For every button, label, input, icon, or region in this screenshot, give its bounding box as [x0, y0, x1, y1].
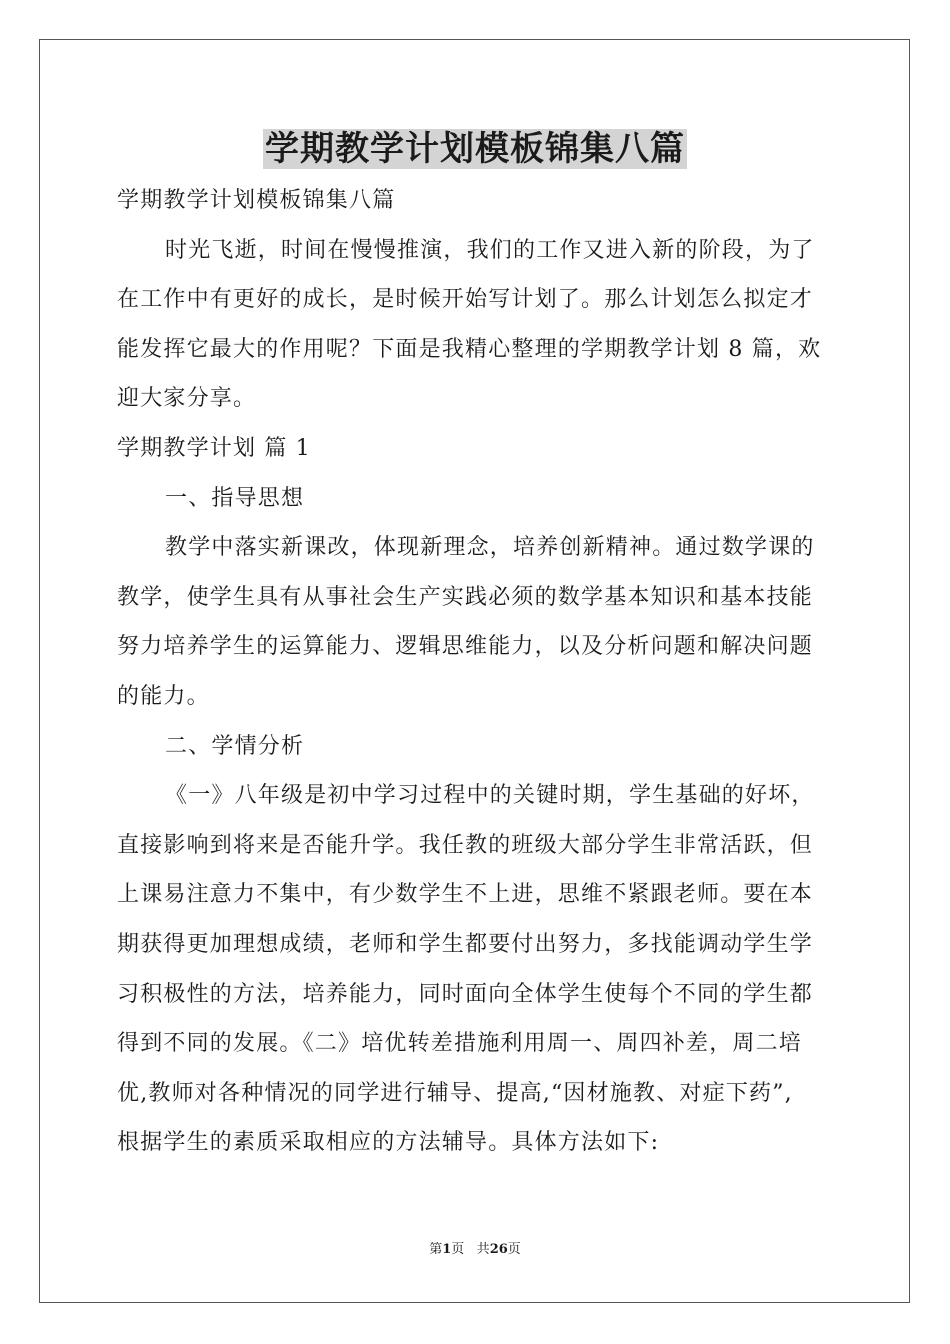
text-line: 迎大家分享。: [117, 386, 257, 412]
text-line: 优,教师对各种情况的同学进行辅导、提高,“因材施教、对症下药”,: [117, 1080, 793, 1106]
document-title: [0, 126, 950, 172]
text-line: 学期教学计划 篇 1: [117, 435, 311, 461]
text-line: 上课易注意力不集中，有少数学生不上进，思维不紧跟老师。要在本: [117, 882, 814, 908]
text-line: 学期教学计划模板锦集八篇: [117, 188, 396, 213]
text-line: 得到不同的发展。《二》培优转差措施利用周一、周四补差，周二培: [117, 1031, 803, 1057]
text-line: 习积极性的方法，培养能力，同时面向全体学生使每个不同的学生都: [117, 981, 814, 1007]
page-footer: [0, 1241, 950, 1259]
text-line: 期获得更加理想成绩，老师和学生都要付出努力，多找能调动学生学: [117, 931, 814, 957]
text-line: 《一》八年级是初中学习过程中的关键时期，学生基础的好坏，: [165, 783, 815, 809]
text-line: 的能力。: [117, 683, 210, 709]
text-line: 能发挥它最大的作用呢？下面是我精心整理的学期教学计划 8 篇，欢: [117, 336, 822, 362]
text-line: 在工作中有更好的成长，是时候开始写计划了。那么计划怎么拟定才: [117, 287, 814, 313]
footer-total-prefix: 共: [476, 1242, 490, 1257]
text-line: 教学中落实新课改，体现新理念，培养创新精神。通过数学课的: [165, 535, 815, 561]
text-line: 教学，使学生具有从事社会生产实践必须的数学基本知识和基本技能: [117, 584, 814, 610]
text-line: 二、学情分析: [165, 733, 305, 759]
document-title-text: 学期教学计划模板锦集八篇: [265, 129, 685, 169]
text-line: 根据学生的素质采取相应的方法辅导。具体方法如下:: [117, 1130, 660, 1156]
text-line: 时光飞逝，时间在慢慢推演，我们的工作又进入新的阶段，为了: [165, 237, 815, 263]
footer-total-suffix: 页: [507, 1242, 521, 1257]
text-line: 努力培养学生的运算能力、逻辑思维能力，以及分析问题和解决问题: [117, 634, 814, 660]
text-line: 直接影响到将来是否能升学。我任教的班级大部分学生非常活跃，但: [117, 832, 814, 858]
footer-total-pages: 26: [489, 1242, 508, 1257]
footer-page-suffix: 页: [451, 1242, 465, 1257]
footer-page-number: 1: [442, 1242, 452, 1257]
footer-prefix: 第: [429, 1242, 443, 1257]
text-line: 一、指导思想: [165, 485, 305, 511]
document-body: [117, 176, 837, 1168]
